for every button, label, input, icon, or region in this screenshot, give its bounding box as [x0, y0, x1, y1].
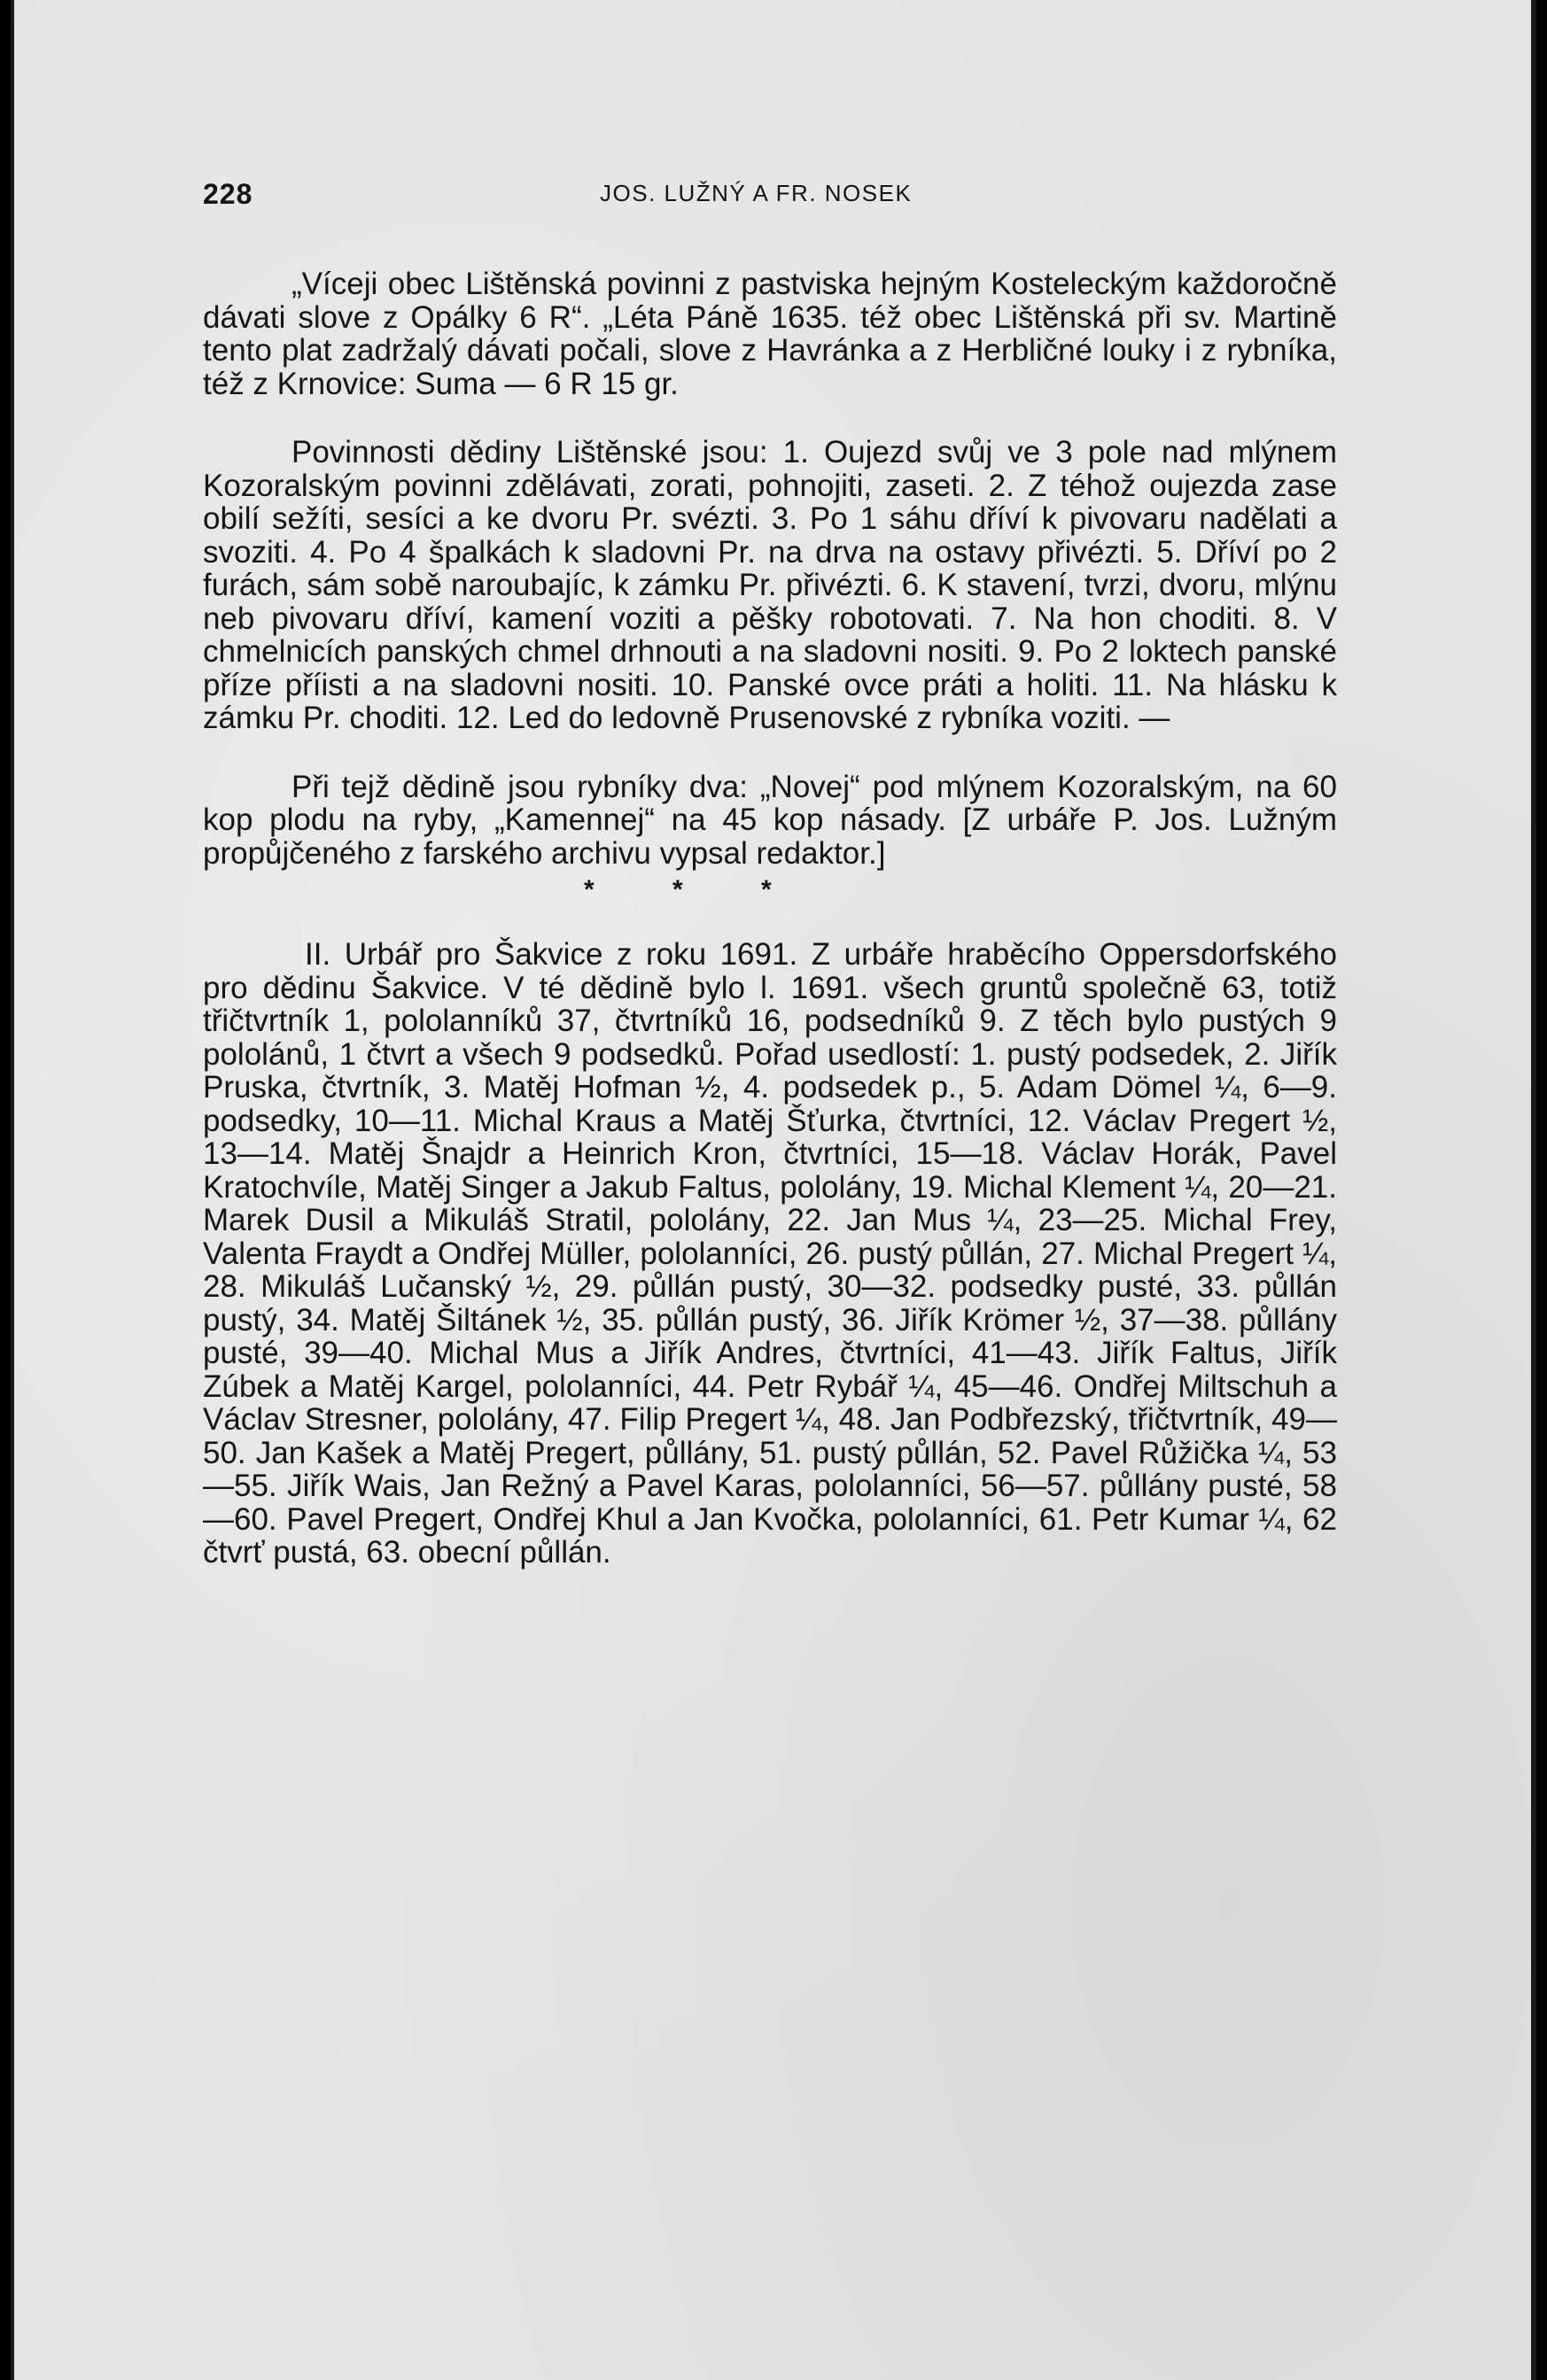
paragraph-3: Při tejž dědině jsou rybníky dva: „Novej“ pod mlýnem Kozoralským, na 60 kop plodu na ryby, „Kamennej“ na 45 kop násady. [Z urbáře P. Jos. Lužným propůjčeného z farského archivu vypsal redaktor.] [203, 769, 1337, 871]
paragraph-4-urbar-sakvice: II. Urbář pro Šakvice z roku 1691. Z urbáře hraběcího Oppersdorfského pro dědinu Šakvice. V té dědině bylo l. 1691. všech gruntů společně 63, totiž třičtvrtník 1, pololanníků 37, čtvrtníků 16, podsedníků 9. Z těch bylo pustých 9 pololánů, 1 čtvrt a všech 9 podsedků. Pořad usedlostí: 1. pustý podsedek, 2. Jiřík Pruska, čtvrtník, 3. Matěj Hofman ½, 4. podsedek p., 5. Adam Dömel ¼, 6—9. podsedky, 10—11. Michal Kraus a Matěj Šťurka, čtvrtníci, 12. Václav Pregert ½, 13—14. Matěj Šnajdr a Heinrich Kron, čtvrtníci, 15—18. Václav Horák, Pavel Kratochvíle, Matěj Singer a Jakub Faltus, pololány, 19. Michal Klement ¼, 20—21. Marek Dusil a Mikuláš Stratil, pololány, 22. Jan Mus ¼, 23—25. Michal Frey, Valenta Fraydt a Ondřej Müller, pololanníci, 26. pustý půllán, 27. Michal Pregert ¼, 28. Mikuláš Lučanský ½, 29. půllán pustý, 30—32. podsedky pusté, 33. půllán pustý, 34. Matěj Šiltánek ½, 35. půllán pustý, 36. Jiřík Krömer ½, 37—38. půllány pusté, 39—40. Michal Mus a Jiřík Andres, čtvrtníci, 41—43. Jiřík Faltus, Jiřík Zúbek a Matěj Kargel, pololanníci, 44. Petr Rybář ¼, 45—46. Ondřej Miltschuh a Václav Stresner, pololány, 47. Filip Pregert ¼, 48. Jan Podbřezský, třičtvrtník, 49—50. Jan Kašek a Matěj Pregert, půllány, 51. pustý půllán, 52. Pavel Růžička ¼, 53—55. Jiřík Wais, Jan Režný a Pavel Karas, pololanníci, 56—57. půllány pusté, 58—60. Pavel Pregert, Ondřej Khul a Jan Kvočka, pololanníci, 61. Petr Kumar ¼, 62 čtvrť pustá, 63. obecní půllán. [203, 937, 1337, 1570]
text-block [203, 173, 1337, 1570]
section-break-stars: * * * [584, 875, 807, 904]
page-number: 228 [203, 178, 253, 210]
page-header [203, 173, 1337, 217]
book-page [11, 0, 1536, 2380]
paragraph-2: Povinnosti dědiny Lištěnské jsou: 1. Oujezd svůj ve 3 pole nad mlýnem Kozoralským povinni zdělávati, zorati, pohnojiti, zaseti. 2. Z téhož oujezda zase obilí sežíti, sesíci a ke dvoru Pr. svézti. 3. Po 1 sáhu dříví k pivovaru nadělati a svoziti. 4. Po 4 špalkách k sladovni Pr. na drva na ostavy přivézti. 5. Dříví po 2 furách, sám sobě naroubajíc, k zámku Pr. přivézti. 6. K stavení, tvrzi, dvoru, mlýnu neb pivovaru dříví, kamení voziti a pěšky robotovati. 7. Na hon choditi. 8. V chmelnicích panských chmel drhnouti a na sladovni nositi. 9. Po 2 loktech panské příze příisti a na sladovni nositi. 10. Panské ovce práti a holiti. 11. Na hlásku k zámku Pr. choditi. 12. Led do ledovně Prusenovské z rybníka voziti. — [203, 435, 1337, 735]
running-head: JOS. LUŽNÝ A FR. NOSEK [600, 180, 913, 206]
section-break [203, 870, 1337, 910]
paragraph-1: „Víceji obec Lištěnská povinni z pastviska hejným Kosteleckým každoročně dávati slove z Opálky 6 R“. „Léta Páně 1635. též obec Lištěnská při sv. Martině tento plat zadržalý dávati počali, slove z Havránka a z Herbličné louky i z rybníka, též z Krnovice: Suma — 6 R 15 gr. [203, 267, 1337, 401]
